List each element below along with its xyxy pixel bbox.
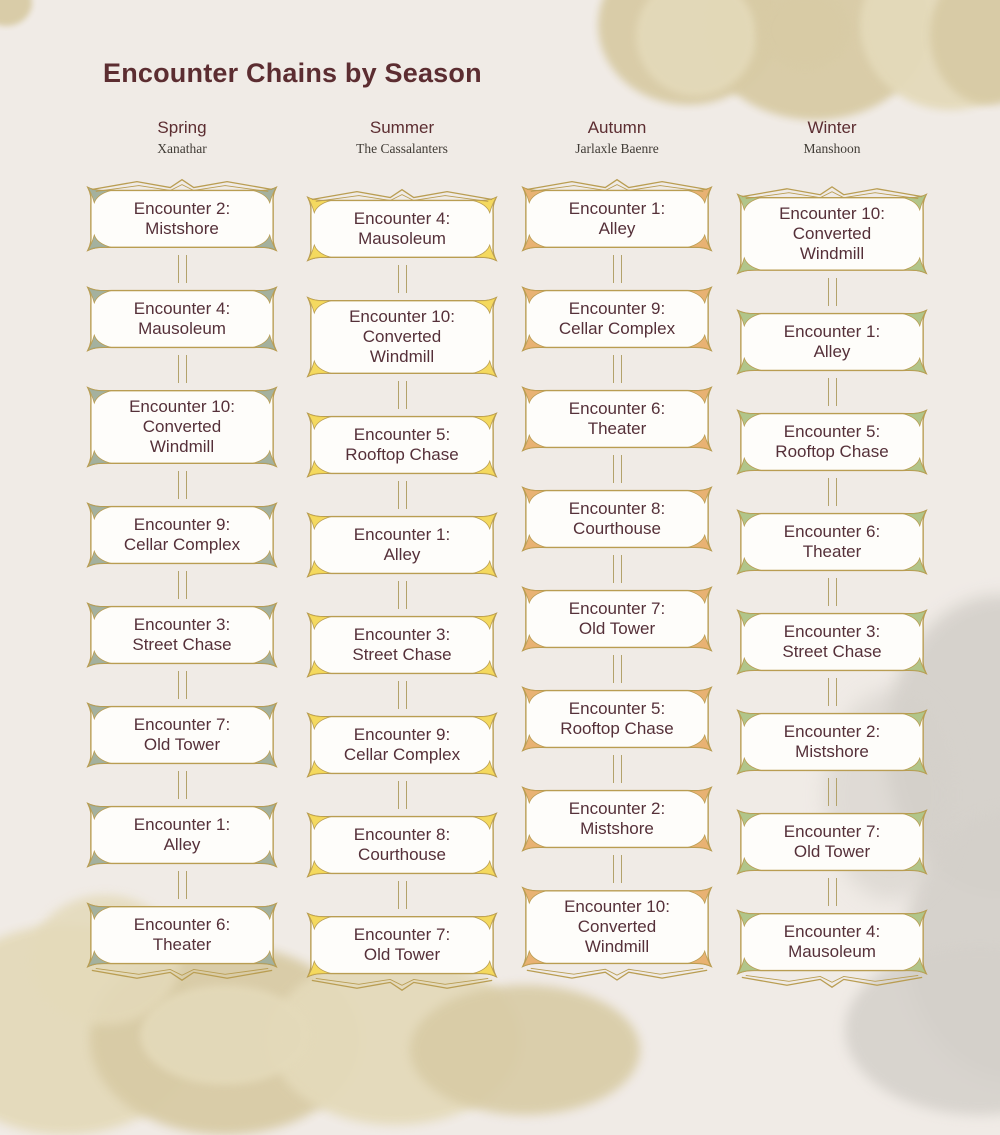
encounter-label-line: Encounter 4:	[353, 208, 451, 228]
encounter-label	[559, 299, 675, 339]
encounter-label-line: Encounter 10:	[564, 896, 670, 916]
villain-subheading: The Cassalanters	[356, 141, 448, 156]
encounter-label-line: Encounter 1:	[133, 814, 231, 834]
encounter-label-line: Converted	[792, 223, 872, 243]
encounter-label-line: Alley	[813, 342, 851, 361]
encounter-label-line: Cellar Complex	[343, 745, 461, 764]
chain-connector	[828, 878, 837, 906]
season-columns	[84, 118, 930, 981]
season-column-autumn	[519, 118, 715, 981]
chain-connector	[398, 265, 407, 293]
chain-connector	[613, 355, 622, 383]
encounter-label	[569, 399, 665, 439]
encounter-label-line: Encounter 7:	[353, 924, 451, 944]
chain-connector	[178, 471, 187, 499]
encounter-label	[354, 525, 450, 565]
encounter-label-line: Encounter 1:	[568, 198, 666, 218]
chain-connector	[398, 781, 407, 809]
villain-subheading: Manshoon	[803, 141, 861, 156]
chain-connector	[178, 571, 187, 599]
encounter-label-line: Mistshore	[145, 219, 219, 238]
encounter-label-line: Encounter 8:	[353, 824, 451, 844]
encounter-node	[84, 699, 280, 771]
encounter-label	[775, 422, 888, 462]
encounter-label-line: Encounter 10:	[779, 203, 885, 223]
chain-connector	[828, 778, 837, 806]
encounter-label	[134, 299, 230, 339]
encounter-node	[519, 683, 715, 755]
encounter-node	[84, 899, 280, 971]
chain-connector	[178, 871, 187, 899]
encounter-node	[84, 799, 280, 871]
encounter-label	[132, 615, 231, 655]
season-heading: Winter	[807, 118, 857, 137]
encounter-label-line: Encounter 2:	[783, 721, 881, 741]
encounter-label-line: Encounter 8:	[568, 498, 666, 518]
encounter-label-line: Encounter 5:	[353, 424, 451, 444]
encounter-label-line: Alley	[383, 545, 421, 564]
encounter-label-line: Street Chase	[132, 635, 232, 654]
encounter-label-line: Theater	[587, 419, 647, 438]
chain-connector	[178, 255, 187, 283]
encounter-label-line: Street Chase	[352, 645, 452, 664]
encounter-node	[734, 306, 930, 378]
chain-connector	[398, 381, 407, 409]
encounter-label	[784, 822, 880, 862]
encounter-label-line: Rooftop Chase	[345, 445, 459, 464]
encounter-node	[519, 283, 715, 355]
encounter-label	[569, 799, 665, 839]
encounter-label-line: Alley	[163, 835, 201, 854]
encounter-node	[519, 383, 715, 455]
chain-connector	[828, 678, 837, 706]
chain-connector	[613, 455, 622, 483]
encounter-label	[134, 815, 230, 855]
chain-connector	[828, 278, 837, 306]
encounter-node	[304, 193, 500, 265]
encounter-node	[304, 909, 500, 981]
encounter-node	[519, 783, 715, 855]
encounter-node	[734, 506, 930, 578]
encounter-label-line: Mausoleum	[138, 319, 226, 338]
encounter-label-line: Mistshore	[795, 742, 869, 761]
encounter-node	[84, 599, 280, 671]
villain-subheading: Jarlaxle Baenre	[575, 141, 659, 156]
encounter-label	[784, 922, 880, 962]
encounter-chain	[84, 183, 280, 971]
encounter-label-line: Windmill	[799, 244, 865, 264]
encounter-node	[304, 409, 500, 481]
season-column-winter	[734, 118, 930, 981]
chain-connector	[613, 755, 622, 783]
encounter-label-line: Encounter 10:	[129, 396, 235, 416]
encounter-label-line: Mistshore	[580, 819, 654, 838]
encounter-label-line: Windmill	[584, 937, 650, 957]
encounter-node	[304, 609, 500, 681]
encounter-chain	[519, 183, 715, 971]
chain-connector	[828, 378, 837, 406]
encounter-label-line: Windmill	[369, 347, 435, 367]
encounter-label-line: Encounter 7:	[133, 714, 231, 734]
season-heading: Summer	[369, 118, 435, 137]
chain-connector	[613, 255, 622, 283]
encounter-node	[84, 499, 280, 571]
encounter-node	[304, 509, 500, 581]
encounter-label-line: Converted	[362, 326, 442, 346]
chain-connector	[398, 881, 407, 909]
encounter-label-line: Mausoleum	[358, 229, 446, 248]
encounter-label-line: Encounter 2:	[568, 798, 666, 818]
chain-connector	[178, 771, 187, 799]
encounter-label-line: Theater	[802, 542, 862, 561]
chain-connector	[613, 555, 622, 583]
encounter-label	[349, 307, 455, 367]
encounter-node	[304, 293, 500, 381]
encounter-node	[734, 906, 930, 978]
encounter-node	[519, 583, 715, 655]
encounter-label-line: Converted	[577, 916, 657, 936]
chain-connector	[178, 355, 187, 383]
encounter-label	[345, 425, 458, 465]
encounter-label-line: Encounter 7:	[783, 821, 881, 841]
encounter-label-line: Theater	[152, 935, 212, 954]
encounter-label	[354, 925, 450, 965]
encounter-label	[784, 322, 880, 362]
chain-connector	[398, 581, 407, 609]
encounter-chain	[304, 193, 500, 981]
encounter-label-line: Encounter 4:	[133, 298, 231, 318]
encounter-label-line: Old Tower	[578, 619, 656, 638]
page-title: Encounter Chains by Season	[103, 58, 482, 88]
encounter-label-line: Encounter 5:	[783, 421, 881, 441]
encounter-label	[779, 204, 885, 264]
encounter-label-line: Old Tower	[143, 735, 221, 754]
encounter-node	[84, 283, 280, 355]
villain-subheading: Xanathar	[157, 141, 207, 156]
encounter-label	[134, 199, 230, 239]
encounter-label-line: Rooftop Chase	[560, 719, 674, 738]
encounter-label-line: Encounter 9:	[353, 724, 451, 744]
encounter-label-line: Encounter 6:	[133, 914, 231, 934]
encounter-label-line: Encounter 3:	[133, 614, 231, 634]
encounter-label-line: Encounter 9:	[133, 514, 231, 534]
encounter-label-line: Cellar Complex	[123, 535, 241, 554]
encounter-node	[519, 483, 715, 555]
chain-connector	[613, 655, 622, 683]
season-heading: Autumn	[587, 118, 647, 137]
encounter-label	[134, 915, 230, 955]
encounter-label-line: Encounter 4:	[783, 921, 881, 941]
encounter-label-line: Encounter 5:	[568, 698, 666, 718]
encounter-chain	[734, 190, 930, 978]
encounter-node	[734, 606, 930, 678]
encounter-label	[352, 625, 451, 665]
encounter-label-line: Street Chase	[782, 642, 882, 661]
encounter-label	[569, 599, 665, 639]
encounter-node	[734, 706, 930, 778]
encounter-node	[734, 406, 930, 478]
season-column-spring	[84, 118, 280, 981]
encounter-label	[124, 515, 240, 555]
encounter-label	[784, 722, 880, 762]
encounter-label	[564, 897, 670, 957]
encounter-label	[129, 397, 235, 457]
chain-connector	[398, 681, 407, 709]
encounter-label-line: Converted	[142, 416, 222, 436]
encounter-label-line: Encounter 2:	[133, 198, 231, 218]
encounter-label-line: Encounter 9:	[568, 298, 666, 318]
encounter-label	[569, 199, 665, 239]
encounter-node	[519, 883, 715, 971]
chain-connector	[613, 855, 622, 883]
season-heading: Spring	[157, 118, 207, 137]
encounter-label-line: Encounter 1:	[783, 321, 881, 341]
encounter-node	[734, 190, 930, 278]
chain-connector	[828, 478, 837, 506]
encounter-label-line: Cellar Complex	[558, 319, 676, 338]
encounter-label-line: Encounter 7:	[568, 598, 666, 618]
encounter-label	[354, 825, 450, 865]
season-column-summer	[304, 118, 500, 981]
encounter-label-line: Rooftop Chase	[775, 442, 889, 461]
encounter-label	[134, 715, 230, 755]
encounter-node	[304, 709, 500, 781]
encounter-label-line: Encounter 10:	[349, 306, 455, 326]
encounter-label	[784, 522, 880, 562]
encounter-label-line: Encounter 3:	[783, 621, 881, 641]
encounter-label-line: Encounter 1:	[353, 524, 451, 544]
encounter-node	[519, 183, 715, 255]
chain-connector	[828, 578, 837, 606]
encounter-label-line: Old Tower	[363, 945, 441, 964]
encounter-label-line: Encounter 3:	[353, 624, 451, 644]
encounter-label-line: Alley	[598, 219, 636, 238]
chain-connector	[398, 481, 407, 509]
encounter-label	[782, 622, 881, 662]
encounter-node	[734, 806, 930, 878]
encounter-label	[344, 725, 460, 765]
encounter-label-line: Windmill	[149, 437, 215, 457]
encounter-node	[84, 383, 280, 471]
encounter-node	[84, 183, 280, 255]
chain-connector	[178, 671, 187, 699]
encounter-label-line: Courthouse	[358, 845, 446, 864]
encounter-node	[304, 809, 500, 881]
encounter-label	[569, 499, 665, 539]
encounter-label-line: Mausoleum	[788, 942, 876, 961]
encounter-label-line: Old Tower	[793, 842, 871, 861]
encounter-label	[354, 209, 450, 249]
encounter-label-line: Encounter 6:	[568, 398, 666, 418]
encounter-label-line: Courthouse	[573, 519, 661, 538]
encounter-label	[560, 699, 673, 739]
encounter-label-line: Encounter 6:	[783, 521, 881, 541]
